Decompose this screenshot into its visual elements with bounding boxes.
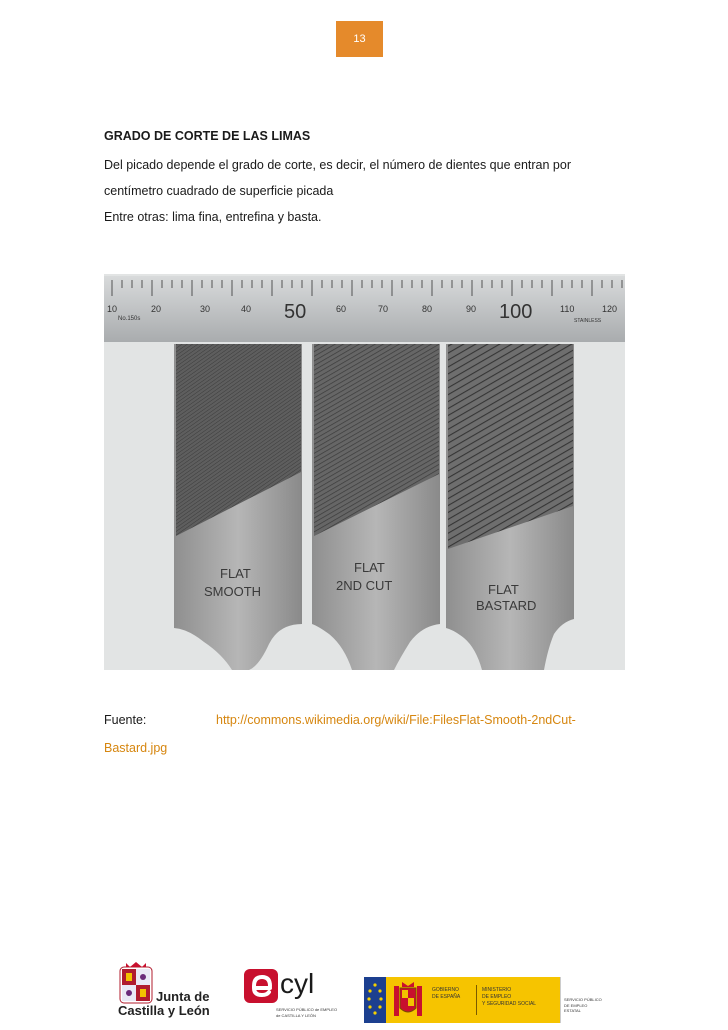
file-smooth — [174, 344, 302, 670]
ruler-number: 120 — [602, 304, 618, 314]
paragraph-line-3: Entre otras: lima fina, entrefina y basta. — [104, 210, 322, 224]
source-citation — [104, 706, 624, 762]
paragraph-line-1: Del picado depende el grado de corte, es decir, el número de dientes que entran por — [104, 158, 571, 172]
logo-junta-castilla-leon — [118, 961, 218, 1021]
page-number-badge — [336, 21, 383, 57]
source-link-continued[interactable]: Bastard.jpg — [104, 741, 168, 755]
ruler-number: 20 — [151, 304, 162, 314]
paragraph-line-2: centímetro cuadrado de superficie picada — [104, 184, 334, 198]
file-label-line2: 2ND CUT — [336, 578, 393, 593]
logo-gobierno-espana — [364, 977, 604, 1023]
ruler-number: 40 — [241, 304, 252, 314]
source-link[interactable]: http://commons.wikimedia.org/wiki/File:FilesFlat-Smooth-2ndCut- — [216, 713, 576, 727]
ruler-brand: STAINLESS — [574, 318, 602, 324]
eu-flag-icon — [364, 977, 386, 1023]
min-line1: MINISTERIO — [482, 987, 512, 993]
min-line3: Y SEGURIDAD SOCIAL — [482, 1001, 537, 1007]
gov-divider — [476, 985, 477, 1015]
ruler-number: 50 — [284, 301, 307, 323]
footer-logos — [0, 955, 728, 1030]
ruler-number: 70 — [378, 304, 389, 314]
source-label: Fuente: — [104, 713, 147, 727]
file-label-line2: SMOOTH — [204, 584, 262, 599]
ruler-model: No.150s — [118, 316, 141, 322]
gov-line1: GOBIERNO — [432, 987, 459, 993]
file-label-line1: FLAT — [220, 566, 251, 581]
ruler-number: 110 — [560, 304, 575, 314]
files-photo-illustration — [104, 274, 625, 670]
jcyl-crest-icon — [118, 961, 154, 1005]
ruler-number: 80 — [422, 304, 433, 314]
ecyl-sub2: de CASTILLA Y LEÓN — [276, 1013, 316, 1018]
ecyl-name: cyl — [280, 968, 315, 999]
page-number: 13 — [353, 33, 366, 45]
file-label-line1: FLAT — [354, 560, 385, 575]
logo-ecyl — [244, 969, 354, 1025]
ruler-number: 10 — [107, 304, 118, 314]
sepe-line2: DE EMPLEO ESTATAL — [564, 1003, 588, 1013]
jcyl-line2: Castilla y León — [118, 1003, 210, 1018]
spain-coat-of-arms-icon — [392, 980, 424, 1020]
jcyl-line1: Junta de — [156, 989, 210, 1004]
files-photo — [104, 274, 625, 670]
sepe-line1: SERVICIO PÚBLICO — [564, 997, 602, 1002]
ecyl-sub1: SERVICIO PÚBLICO de EMPLEO — [276, 1007, 338, 1012]
section-grado-corte — [104, 129, 624, 230]
ruler-number: 90 — [466, 304, 477, 314]
ecyl-e-icon — [244, 969, 278, 1003]
gov-line2: DE ESPAÑA — [432, 994, 461, 1000]
ruler-number: 60 — [336, 304, 347, 314]
file-bastard — [446, 344, 574, 670]
min-line2: DE EMPLEO — [482, 994, 512, 1000]
file-label-line1: FLAT — [488, 582, 519, 597]
section-heading: GRADO DE CORTE DE LAS LIMAS — [104, 129, 311, 143]
ruler-number: 100 — [499, 301, 533, 323]
file-2nd-cut — [312, 344, 440, 670]
ruler-number: 30 — [200, 304, 211, 314]
file-label-line2: BASTARD — [476, 598, 537, 613]
